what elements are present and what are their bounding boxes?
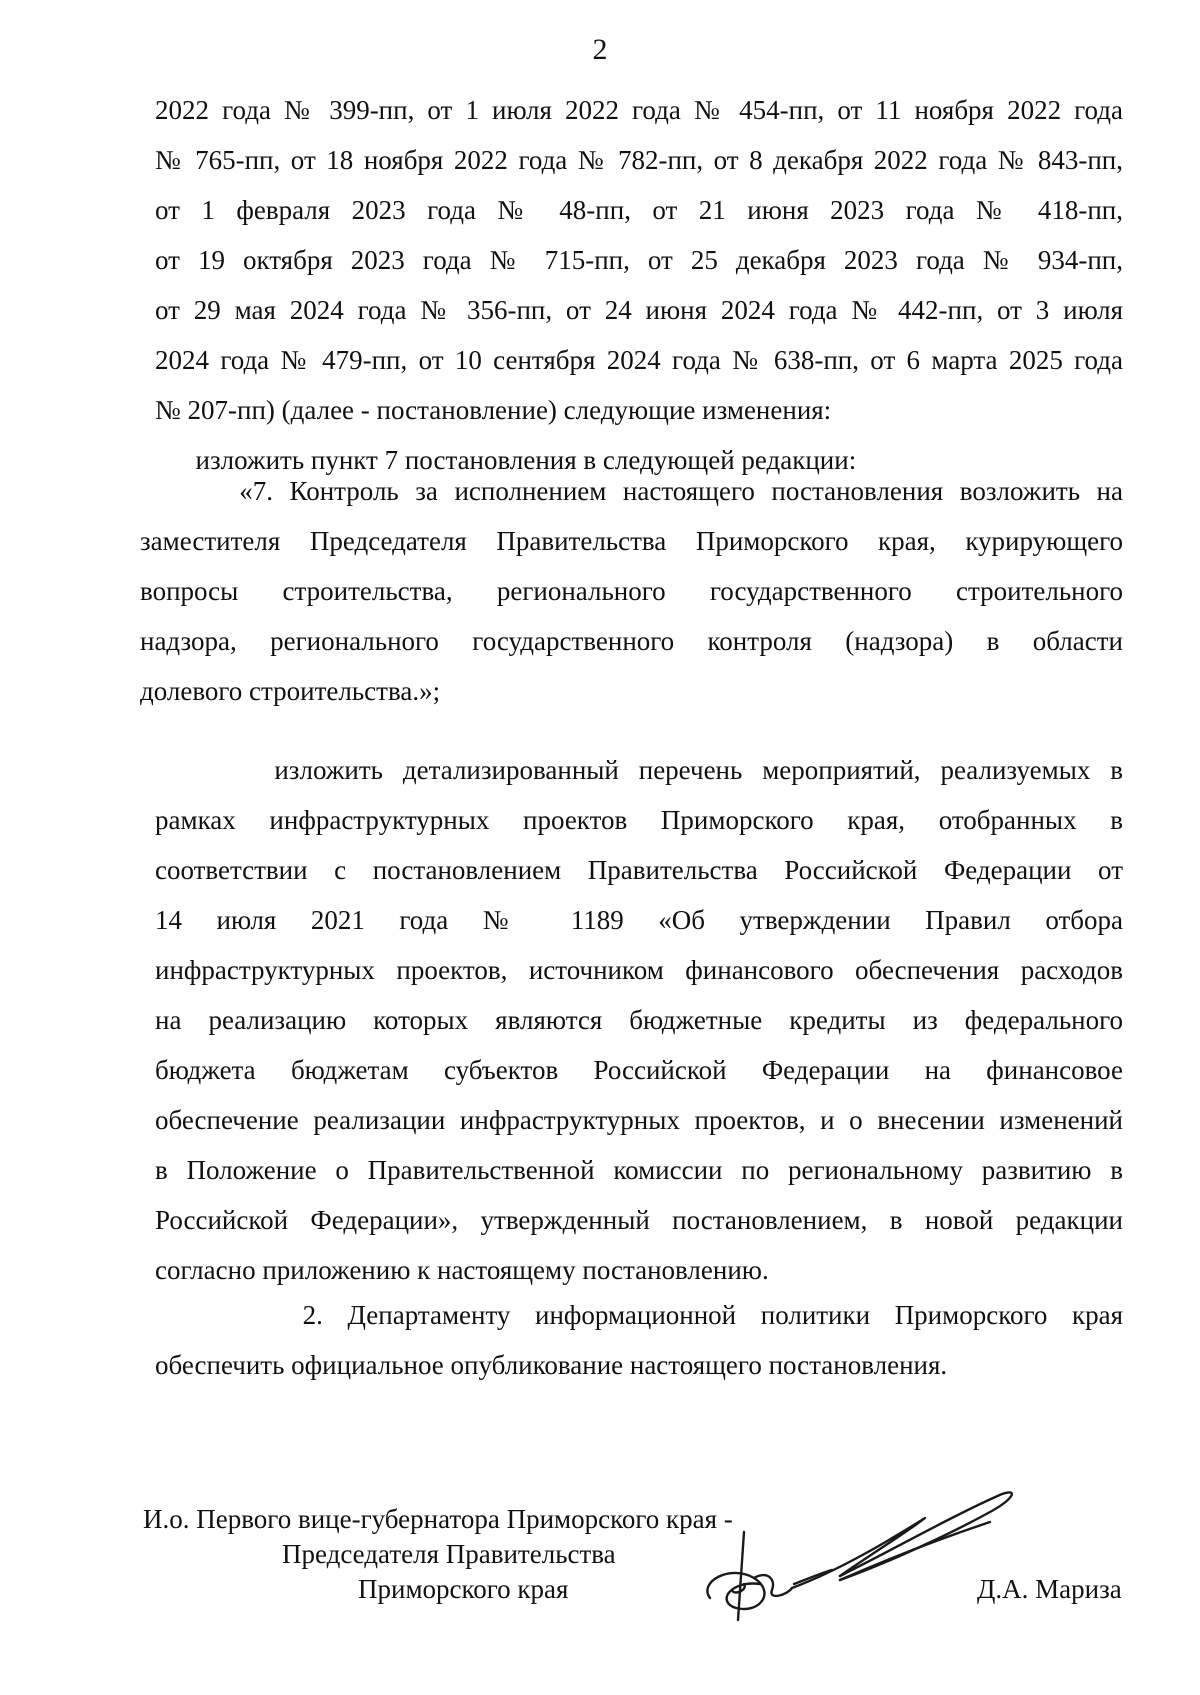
item-7-paragraph (140, 466, 1123, 716)
detail-line: согласно приложению к настоящему постановлению. (155, 1255, 769, 1285)
handwritten-signature (690, 1480, 1020, 1630)
intro-line: 2024 года № 479-пп, от 10 сентября 2024 года № 638-пп, от 6 марта 2025 года (155, 345, 1123, 375)
item-2-paragraph (155, 1290, 1123, 1390)
detail-line: в Положение о Правительственной комиссии по региональному развитию в (155, 1155, 1123, 1185)
intro-line: № 765-пп, от 18 ноября 2022 года № 782-пп, от 8 декабря 2022 года № 843-пп, (155, 145, 1123, 175)
item-7-line: долевого строительства.»; (140, 676, 441, 706)
page-number: 2 (592, 33, 608, 66)
detail-line: обеспечение реализации инфраструктурных проектов, и о внесении изменений (155, 1105, 1123, 1135)
intro-line: от 1 февраля 2023 года № 48-пп, от 21 июня 2023 года № 418-пп, (155, 195, 1123, 225)
detail-line: 14 июля 2021 года № 1189 «Об утверждении Правил отбора (155, 905, 1123, 935)
detail-line: бюджета бюджетам субъектов Российской Федерации на финансовое (155, 1055, 1123, 1085)
item-7-line: надзора, регионального государственного контроля (надзора) в области (140, 626, 1123, 656)
intro-line: от 19 октября 2023 года № 715-пп, от 25 декабря 2023 года № 934-пп, (155, 245, 1123, 275)
intro-line: от 29 мая 2024 года № 356-пп, от 24 июня 2024 года № 442-пп, от 3 июля (155, 295, 1123, 325)
intro-line: изложить пункт 7 постановления в следующей редакции: (155, 445, 857, 475)
signatory-name: Д.А. Мариза (977, 1574, 1122, 1604)
intro-paragraph (155, 85, 1123, 485)
item-2-line: обеспечить официальное опубликование настоящего постановления. (155, 1350, 948, 1380)
detail-line: на реализацию которых являются бюджетные кредиты из федерального (155, 1005, 1123, 1035)
item-7-line: «7. Контроль за исполнением настоящего постановления возложить на (140, 476, 1123, 506)
detail-line: рамках инфраструктурных проектов Приморского края, отобранных в (155, 805, 1123, 835)
signatory-title-line-2: Председателя Правительства (282, 1539, 616, 1569)
signatory-title-line-1: И.о. Первого вице-губернатора Приморского края - (143, 1504, 733, 1534)
signatory-title-line-3: Приморского края (358, 1574, 569, 1604)
item-2-line: 2. Департаменту информационной политики Приморского края (155, 1300, 1123, 1330)
detail-paragraph (155, 745, 1123, 1295)
intro-line: 2022 года № 399-пп, от 1 июля 2022 года № 454-пп, от 11 ноября 2022 года (155, 95, 1123, 125)
intro-line: № 207-пп) (далее - постановление) следующие изменения: (155, 395, 832, 425)
detail-line: Российской Федерации», утвержденный постановлением, в новой редакции (155, 1205, 1123, 1235)
item-7-line: вопросы строительства, регионального государственного строительного (140, 576, 1123, 606)
detail-line: соответствии с постановлением Правительства Российской Федерации от (155, 855, 1123, 885)
detail-line: инфраструктурных проектов, источником финансового обеспечения расходов (155, 955, 1123, 985)
item-7-line: заместителя Председателя Правительства Приморского края, курирующего (140, 526, 1123, 556)
detail-line: изложить детализированный перечень мероприятий, реализуемых в (155, 755, 1123, 785)
